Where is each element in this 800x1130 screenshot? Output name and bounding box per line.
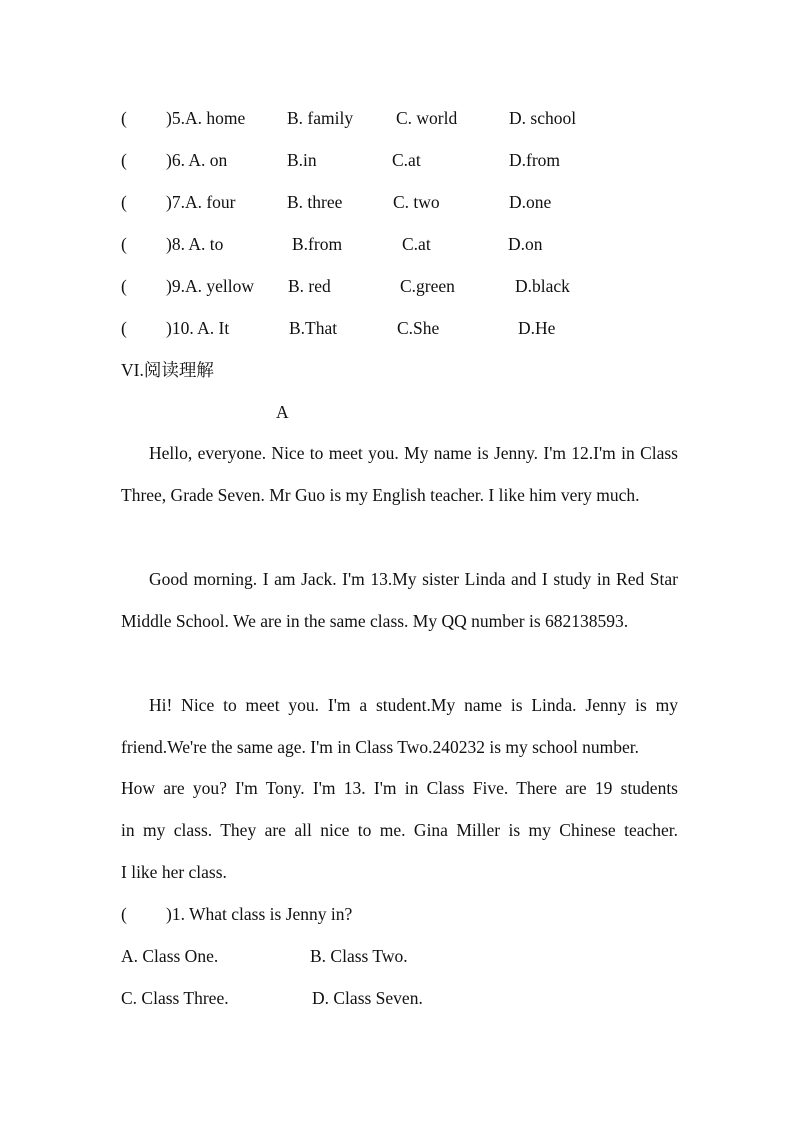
option-b: B. red [288,276,331,296]
option-c: C. two [393,192,440,212]
option-b: B. three [287,192,343,212]
option-a: )5.A. home [166,108,246,128]
option-c: C.at [402,234,431,254]
answer-bracket: ( [121,150,127,170]
answer-bracket: ( [121,276,127,296]
answer-bracket: ( [121,234,127,254]
tony-line: How are you? I'm Tony. I'm 13. I'm in Class Five. There are 19 students [121,778,678,798]
option-c: C. world [396,108,458,128]
option-d: D.He [518,318,556,338]
option-b: B. family [287,108,354,128]
option-c: C.green [400,276,455,296]
option-a: )8. A. to [166,234,224,254]
option-a: )7.A. four [166,192,236,212]
answer-bracket: ( [121,108,127,128]
paragraph-linda: Hi! Nice to meet you. I'm a student.My name is Linda. Jenny is my friend.We're the same age. I'm in Class Two.240232 is my school number. [121,695,678,757]
option-b: B.from [292,234,343,254]
option-c: C. Class Three. [121,988,229,1008]
option-d: D. Class Seven. [312,988,423,1008]
option-a: )10. A. It [166,318,230,338]
answer-bracket: ( [121,904,127,924]
tony-line: I like her class. [121,862,227,882]
option-d: D.black [515,276,570,296]
option-d: D.on [508,234,543,254]
paragraph-jenny: Hello, everyone. Nice to meet you. My name is Jenny. I'm 12.I'm in Class Three, Grade Seven. Mr Guo is my English teacher. I like him very much. [121,443,678,505]
option-b: B.That [289,318,338,338]
answer-bracket: ( [121,192,127,212]
section-heading: VI.阅读理解 [121,360,214,380]
option-d: D.one [509,192,552,212]
option-b: B.in [287,150,317,170]
option-c: C.She [397,318,440,338]
passage-label: A [276,402,289,422]
option-a: )9.A. yellow [166,276,254,296]
option-a: A. Class One. [121,946,219,966]
option-d: D. school [509,108,577,128]
option-d: D.from [509,150,561,170]
option-a: )6. A. on [166,150,228,170]
answer-bracket: ( [121,318,127,338]
tony-line: in my class. They are all nice to me. Gina Miller is my Chinese teacher. [121,820,678,840]
option-c: C.at [392,150,421,170]
option-b: B. Class Two. [310,946,408,966]
question-text: )1. What class is Jenny in? [166,904,353,924]
paragraph-jack: Good morning. I am Jack. I'm 13.My sister Linda and I study in Red Star Middle School. We are in the same class. My QQ number is 682138593. [121,569,678,631]
